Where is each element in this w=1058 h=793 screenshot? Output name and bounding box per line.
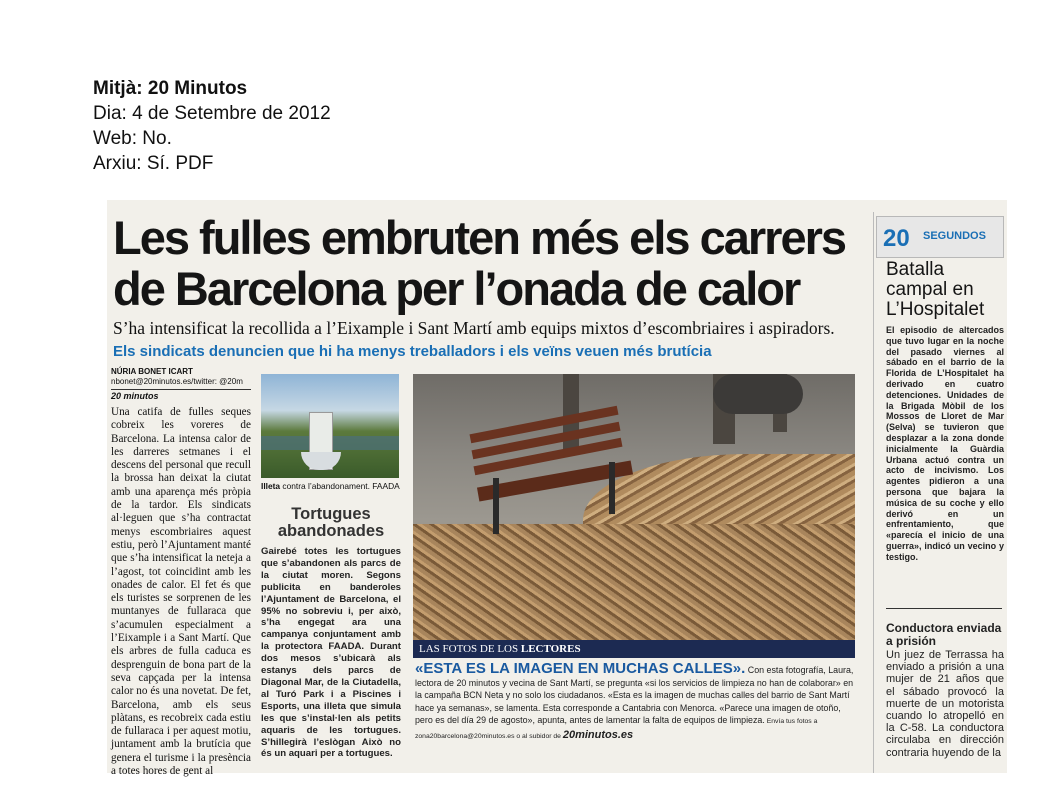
readers-label-prefix: LAS FOTOS DE LOS [419,643,521,655]
turtle-island-photo [261,374,399,478]
badge-label: SEGUNDOS [923,230,986,242]
byline [111,367,251,401]
sidebar-body-hospitalet: El episodio de altercados que tuvo lugar en la noche del pasado viernes al sábado en el barrio de la Florida de L’Hospitalet ha derivado en cuatro detenciones. Unidades de la Brigada Mòbil de los Mossos de Lloret de Mar (Selva) se tuvieron que desplazar a la zona donde inicialmente la Guàrdia Urbana actuó contra un acto de incivismo. Los agentes pidieron a una persona que bajara la música de su coche y ello derivó en un enfrentamiento, que «parecía el inicio de una guerra», indicó un vecino y testigo. [886,325,1004,562]
newspaper-clipping [107,200,1007,778]
byline-contact: nbonet@20minutos.es/twitter: @20m [111,377,243,386]
sidebar-body-conductora: Un juez de Terrassa ha enviado a prisión a una mujer de 21 años que el sábado provocó la muerte de un motorista cuando lo atropelló en la C-58. La conductora circulaba en dirección contraria huyendo de la [886,649,1004,759]
meta-file: Arxiu: Sí. PDF [93,153,214,174]
article-subtitle [113,317,853,363]
segundos-badge [876,216,1004,258]
readers-label-bold: LECTORES [520,643,581,655]
meta-source: Mitjà: 20 Minutos [93,78,248,99]
readers-photo-caption [415,660,855,743]
byline-name: NÚRIA BONET ICART [111,367,193,376]
leaves-bench-photo [413,374,855,640]
meta-date: Dia: 4 de Setembre de 2012 [93,103,331,124]
turtle-caption-rest: contra l’abandonament. FAADA [280,481,400,491]
readers-photos-label [413,640,855,658]
readers-cta: Envía tus fotos a zona20barcelona@20minutos.es o al subidor de [415,718,818,740]
subtitle-lead: S’ha intensificat la recollida a l’Eixample i Sant Martí amb equips mixtos d’escombriaires i aspiradors. [113,318,835,338]
badge-number: 20 [883,225,910,252]
subtitle-bold: Els sindicats denuncien que hi ha menys treballadors i els veïns veuen més brutícia [113,343,712,360]
sidebar-divider [886,608,1002,609]
readers-cta-brand: 20minutos.es [562,728,634,741]
meta-web: Web: No. [93,128,172,149]
sidebar-20-segundos [873,212,1007,773]
document-metadata [93,76,331,176]
turtle-photo-caption [261,481,401,491]
readers-headline: «ESTA ES LA IMAGEN EN MUCHAS CALLES». [415,660,746,677]
article-body: Una catifa de fulles seques cobreix les voreres de Barcelona. La intensa calor de les darreres setmanes i el descens del personal que recull la brossa han deixat la ciutat amb una aparença més pròpia de la tardor. Els sindicats al·leguen que s’ha contractat menys escombriaires aquest estiu, però l’Ajuntament manté que s’ha intensificat la neteja a l’agost, tot coincidint amb les onades de calor. El fet és que els turistes se sorprenen de les muntanyes de fullaraca que s’acumulen especialment a l’Eixample i a Sant Martí. Que els arbres de fulla caduca es desprenguin de bona part de la seva capçada per la intensa calor no és una novetat. De fet, Barcelona, amb els seus plàtans, es recobreix cada estiu de fullaraca i per aquest motiu, juntament amb la brutícia que genera el turisme i la presència a totes hores de gent al [111,406,251,778]
byline-publication: 20 minutos [111,389,251,401]
turtle-caption-bold: Illeta [261,481,281,491]
sidebar-title-conductora: Conductora enviada a prisión [886,621,1002,648]
turtles-title: Tortugues abandonades [277,505,385,540]
turtles-body: Gairebé totes les tortugues que s’abandonen als parcs de la ciutat moren. Segons publicita en banderoles l’Ajuntament de Barcelona, el 95% no sobreviu i, per això, s’ha engegat ara una campanya conjuntament amb la protectora FAADA. Durant dos mesos s’ubicarà als estanys dels parcs de Diagonal Mar, de la Ciutadella, al Turó Park i a Piscines i Esports, una illeta que simula les que s’instal·len als petits aquaris de les tortugues. S’hillegirà l’eslògan Això no és un aquari per a tortugues. [261,546,401,760]
article-headline: Les fulles embruten més els carrers de Barcelona per l’onada de calor [113,211,846,315]
readers-caption-text: Con esta fotografía, Laura, lectora de 20 minutos y vecina de Sant Martí, se pregunta «si los servicios de limpieza no han de colaborar» en la campaña BCN Neta y no solo los ciudadanos. «Esta es la imagen de muchas calles del barrio de Sant Martí hace ya semanas», se lamenta. Esta corresponde a Cantabria con Menorca. «Parece una imagen de otoño, pero es del día 29 de agosto», apunta, antes de lamentar la falta de equipos de limpieza. [415,665,854,725]
sidebar-title-hospitalet: Batalla campal en L’Hospitalet [886,259,985,320]
